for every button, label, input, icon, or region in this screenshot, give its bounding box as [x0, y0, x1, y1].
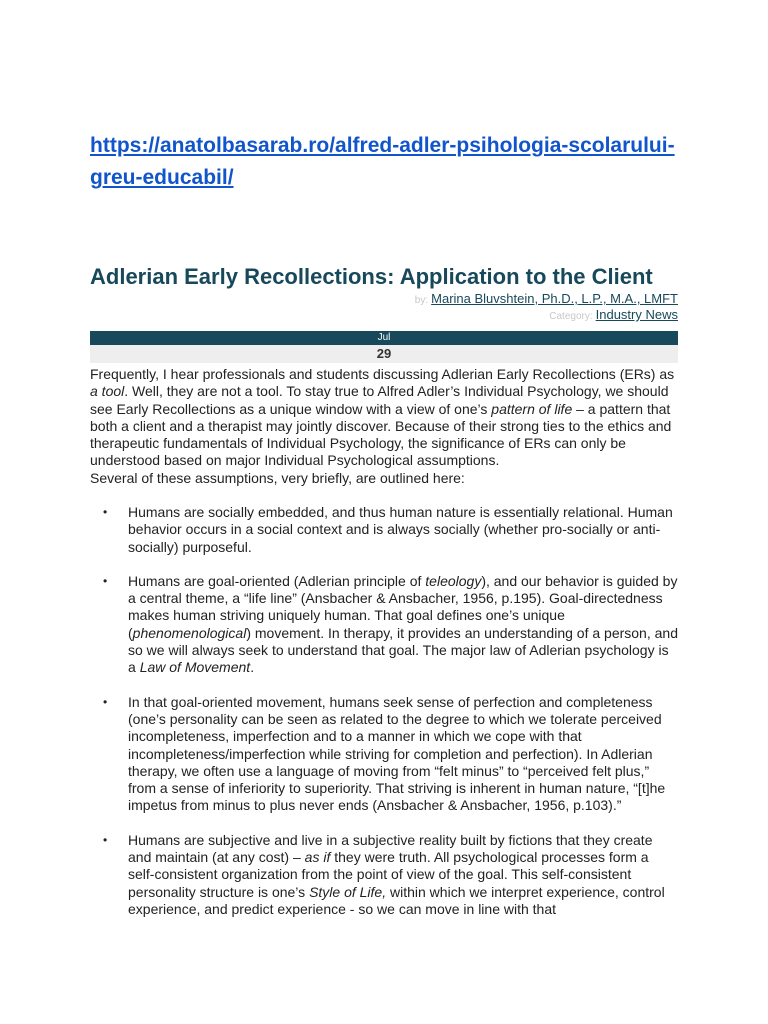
article-title: Adlerian Early Recollections: Application to the Client	[90, 264, 653, 289]
by-label: by:	[414, 295, 429, 306]
list-item	[90, 504, 678, 556]
date-month: Jul	[90, 331, 678, 345]
author-link[interactable]: Marina Bluvshtein, Ph.D., L.P., M.A., LMFT	[431, 291, 678, 306]
list-item-text: In that goal-oriented movement, humans seek sense of perfection and completeness (one’s personality can be seen as related to the degree to which we tolerate perceived incompleteness, imperfection and to a manner in which we cope with that incompleteness/imperfection while striving for completion and perfection). In Adlerian therapy, we often use a language of moving from “felt minus” to “perceived felt plus,” from a sense of inferiority to superiority. That striving is inherent in human nature, “[t]he impetus from minus to plus never ends (Ansbacher & Ansbacher, 1956, p.103).”	[128, 693, 666, 814]
bullet-marker: •	[103, 694, 108, 709]
bullet-marker: •	[103, 573, 108, 588]
intro-emphasis: pattern of life	[491, 400, 573, 417]
intro-paragraph	[90, 366, 678, 470]
list-item-text: Humans are subjective and live in a subjective reality built by fictions that they create and maintain (at any cost) –	[128, 831, 653, 866]
list-item	[90, 694, 678, 815]
date-badge	[90, 331, 678, 363]
list-item-text: Humans are goal-oriented (Adlerian principle of	[128, 572, 426, 589]
intro-text: Frequently, I hear professionals and students discussing Adlerian Early Recollections (ERs) as	[90, 366, 675, 382]
intro-text: – a pattern that both a client and a therapist may jointly discover. Because of their strong ties to the ethics and therapeutic fundamentals of Individual Psychology, the significance of ERs can only be understood based on major Individual Psychological assumptions.	[90, 400, 672, 469]
list-item-text: ), and our behavior is guided by a central theme, a “life line” (Ansbacher & Ansbacher, 1956, p.195). Goal-directedness makes human striving uniquely human. That goal defines one’s unique (	[128, 572, 678, 641]
list-item-text: they were truth. All psychological processes form a self-consistent organization from the point of view of the goal. This self-consistent personality structure is one’s	[128, 849, 649, 900]
bullet-marker: •	[103, 505, 108, 519]
category-line	[549, 307, 678, 325]
assumptions-list	[90, 504, 678, 935]
list-item-emphasis: Style of Life,	[309, 883, 387, 900]
list-item-text: Humans are socially embedded, and thus human nature is essentially relational. Human behavior occurs in a social context and is always socially (whether pro-socially or anti-socially) purposeful.	[128, 504, 673, 555]
intro-emphasis: a tool	[90, 383, 125, 400]
list-item-text: ) movement. In therapy, it provides an understanding of a person, and so we will always seek to understand that goal. The major law of Adlerian psychology is a	[128, 624, 678, 676]
list-item	[90, 832, 678, 918]
list-item-emphasis: as if	[304, 849, 331, 866]
intro-lead-in: Several of these assumptions, very briefly, are outlined here:	[90, 469, 465, 486]
article-intro	[90, 366, 678, 487]
bullet-marker: •	[103, 832, 108, 847]
list-item-text: .	[250, 659, 255, 676]
date-day: 29	[90, 345, 678, 363]
list-item-emphasis: teleology	[425, 572, 482, 589]
list-item	[90, 573, 678, 677]
list-item-emphasis: phenomenological	[132, 624, 247, 641]
list-item-text: within which we interpret experience, control experience, and predict experience - so we can move in line with that	[128, 883, 665, 917]
source-url-link[interactable]: https://anatolbasarab.ro/alfred-adler-psihologia-scolarului-greu-educabil/	[90, 134, 675, 189]
list-item-emphasis: Law of Movement	[139, 659, 251, 676]
intro-text: . Well, they are not a tool. To stay true to Alfred Adler’s Individual Psychology, we should see Early Recollections as a unique window with a view of one’s	[90, 383, 669, 417]
category-link[interactable]: Industry News	[595, 307, 678, 322]
category-label: Category:	[549, 311, 593, 322]
